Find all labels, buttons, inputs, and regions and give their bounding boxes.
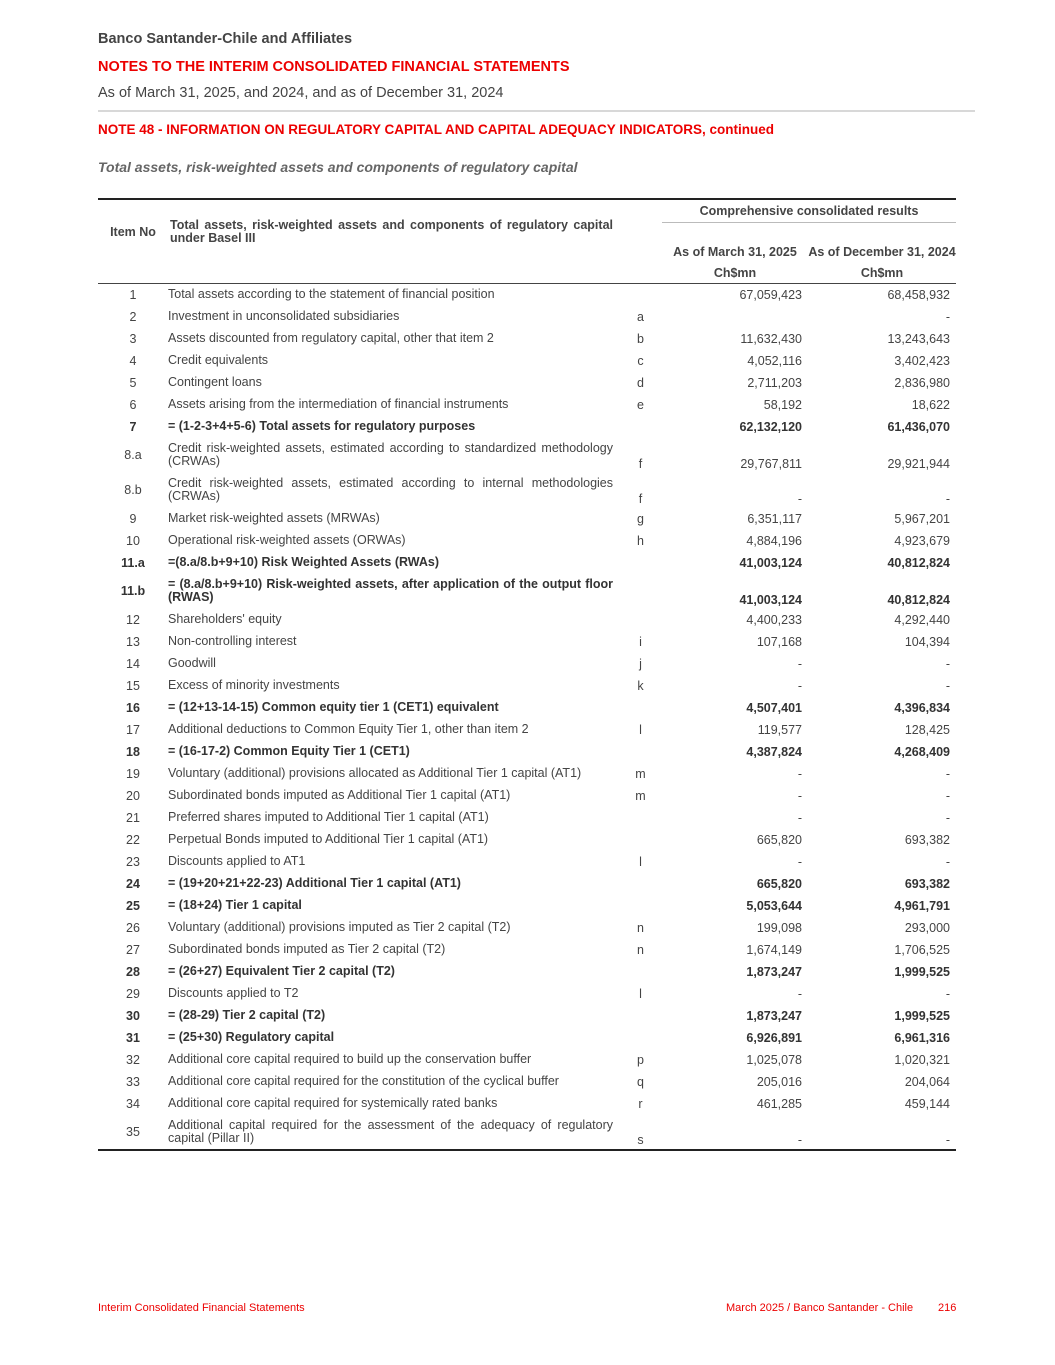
reference-letter: [619, 552, 662, 574]
value-march-2025: 1,873,247: [746, 1008, 802, 1023]
footer-left: Interim Consolidated Financial Statements: [98, 1302, 305, 1314]
value-dec-2024: -: [945, 986, 950, 1001]
table-row: [98, 609, 956, 631]
value-dec-2024: 40,812,824: [887, 592, 950, 607]
value-dec-2024: 40,812,824: [887, 555, 950, 570]
value-march-2025: 1,025,078: [746, 1052, 802, 1067]
value-march-2025: 4,387,824: [746, 744, 802, 759]
value-march-2025: 4,400,233: [746, 612, 802, 627]
table-row: [98, 675, 956, 697]
value-dec-2024: 18,622: [911, 397, 950, 412]
table-row: [98, 284, 956, 306]
unit-spacer: [619, 263, 662, 284]
item-no-header: Item No: [98, 199, 168, 263]
item-number: 28: [126, 964, 140, 979]
table-row: [98, 631, 956, 653]
value-march-2025: -: [797, 656, 802, 671]
value-dec-2024: 1,020,321: [894, 1052, 950, 1067]
reference-letter: [619, 1005, 662, 1027]
value-dec-2024: 2,836,980: [894, 375, 950, 390]
value-dec-2024: 693,382: [904, 832, 950, 847]
value-dec-2024: 13,243,643: [887, 331, 950, 346]
unit-spacer: [168, 263, 619, 284]
unit-header-1: Ch$mn: [662, 263, 808, 284]
table-row: [98, 1093, 956, 1115]
item-description: Non-controlling interest: [168, 634, 297, 648]
reference-letter: [619, 609, 662, 631]
reference-letter: j: [639, 656, 642, 671]
item-number: 6: [129, 397, 137, 412]
table-row: [98, 807, 956, 829]
reference-letter: [619, 829, 662, 851]
item-number: 26: [126, 920, 140, 935]
value-march-2025: 5,053,644: [746, 898, 802, 913]
reference-letter: k: [637, 678, 644, 693]
item-number: 31: [126, 1030, 140, 1045]
item-number: 8.b: [124, 483, 142, 497]
item-description: Credit risk-weighted assets, estimated according to standardized methodology (CRWAs): [168, 441, 613, 468]
table-row: [98, 961, 956, 983]
footer-right: March 2025 / Banco Santander - Chile: [726, 1302, 914, 1314]
value-march-2025: 6,926,891: [746, 1030, 802, 1045]
value-march-2025: 11,632,430: [740, 331, 802, 346]
value-march-2025: -: [797, 491, 802, 506]
item-description: = (12+13-14-15) Common equity tier 1 (CET1) equivalent: [168, 700, 499, 714]
item-number: 7: [129, 419, 137, 434]
item-description: Voluntary (additional) provisions allocated as Additional Tier 1 capital (AT1): [168, 766, 582, 780]
reference-letter: [619, 416, 662, 438]
table-row: [98, 1049, 956, 1071]
item-number: 34: [126, 1096, 140, 1111]
item-description: Perpetual Bonds imputed to Additional Tier 1 capital (AT1): [168, 832, 489, 846]
item-number: 11.b: [120, 584, 146, 598]
table-row: [98, 785, 956, 807]
as-of-date: As of March 31, 2025, and 2024, and as of December 31, 2024: [98, 85, 504, 101]
table-row: [98, 1071, 956, 1093]
value-dec-2024: -: [945, 810, 950, 825]
table-row: [98, 763, 956, 785]
reference-letter: l: [639, 722, 642, 737]
reference-letter: [619, 697, 662, 719]
table-row: [98, 394, 956, 416]
table-row: [98, 895, 956, 917]
table-row: [98, 1005, 956, 1027]
value-dec-2024: 204,064: [904, 1074, 950, 1089]
item-description: Additional core capital required for the constitution of the cyclical buffer: [168, 1074, 559, 1088]
value-march-2025: 67,059,423: [739, 287, 802, 302]
item-description: Voluntary (additional) provisions imputed as Tier 2 capital (T2): [168, 920, 511, 934]
value-march-2025: -: [797, 678, 802, 693]
reference-letter: [619, 284, 662, 306]
value-march-2025: -: [662, 1115, 808, 1150]
unit-header-2: Ch$mn: [808, 263, 956, 284]
item-description: Shareholders' equity: [168, 612, 282, 626]
value-march-2025: -: [797, 788, 802, 803]
table-row: [98, 328, 956, 350]
reference-letter: p: [637, 1052, 644, 1067]
item-number: 30: [126, 1008, 140, 1023]
table-row: [98, 829, 956, 851]
reference-letter: l: [639, 986, 642, 1001]
value-dec-2024: 29,921,944: [887, 456, 950, 471]
item-description: =(8.a/8.b+9+10) Risk Weighted Assets (RWAs): [168, 555, 440, 569]
reference-letter: n: [637, 920, 644, 935]
value-march-2025: 461,285: [756, 1096, 802, 1111]
item-number: 12: [126, 612, 140, 627]
item-number: 35: [98, 1115, 168, 1150]
reference-letter: r: [638, 1096, 643, 1111]
value-dec-2024: 1,706,525: [894, 942, 950, 957]
value-march-2025: 29,767,811: [740, 456, 802, 471]
value-march-2025: 2,711,203: [747, 375, 802, 390]
value-march-2025: 107,168: [756, 634, 802, 649]
item-number: 5: [129, 375, 137, 390]
reference-letter: [619, 1027, 662, 1049]
table-row: [98, 697, 956, 719]
value-march-2025: 4,507,401: [746, 700, 802, 715]
table-row: [98, 473, 956, 508]
item-description: Total assets according to the statement of financial position: [168, 287, 495, 302]
value-dec-2024: 4,961,791: [894, 898, 950, 913]
item-description: Discounts applied to T2: [168, 986, 299, 1000]
item-description: Investment in unconsolidated subsidiaries: [168, 309, 400, 323]
reference-letter: l: [639, 854, 642, 869]
item-description: = (19+20+21+22-23) Additional Tier 1 capital (AT1): [168, 876, 461, 890]
reference-letter: e: [637, 397, 644, 412]
reference-letter: s: [619, 1115, 662, 1150]
value-march-2025: 4,052,116: [747, 353, 802, 368]
value-march-2025: 58,192: [763, 397, 802, 412]
item-number: 24: [126, 876, 140, 891]
item-description: Subordinated bonds imputed as Tier 2 capital (T2): [168, 942, 446, 956]
value-march-2025: 1,674,149: [746, 942, 802, 957]
reference-letter: [619, 873, 662, 895]
item-number: 19: [126, 766, 140, 781]
table-subtitle: Total assets, risk-weighted assets and components of regulatory capital: [98, 159, 578, 175]
value-march-2025: 119,577: [757, 722, 802, 737]
item-description: Operational risk-weighted assets (ORWAs): [168, 533, 406, 547]
reference-letter: [619, 807, 662, 829]
table-row: [98, 939, 956, 961]
table-row: [98, 508, 956, 530]
value-dec-2024: -: [945, 766, 950, 781]
item-description: Discounts applied to AT1: [168, 854, 306, 868]
reference-letter: [619, 741, 662, 763]
table-row: [98, 917, 956, 939]
table-row: [98, 416, 956, 438]
table-row: [98, 1027, 956, 1049]
table-row: [98, 574, 956, 609]
item-number: 1: [129, 287, 137, 302]
reference-letter: q: [637, 1074, 644, 1089]
reference-letter: f: [638, 491, 643, 506]
value-march-2025: [662, 306, 808, 328]
item-description: = (16-17-2) Common Equity Tier 1 (CET1): [168, 744, 410, 758]
value-dec-2024: 6,961,316: [894, 1030, 950, 1045]
col-march-2025-header: As of March 31, 2025: [673, 245, 797, 259]
value-march-2025: -: [797, 766, 802, 781]
item-number: 16: [126, 700, 140, 715]
table-row: [98, 530, 956, 552]
value-march-2025: -: [797, 810, 802, 825]
item-description: = (25+30) Regulatory capital: [168, 1030, 335, 1044]
value-march-2025: 205,016: [756, 1074, 802, 1089]
value-dec-2024: 128,425: [904, 722, 950, 737]
value-dec-2024: 293,000: [904, 920, 950, 935]
table-row: [98, 719, 956, 741]
item-number: 23: [126, 854, 140, 869]
item-number: 21: [126, 810, 140, 825]
item-description: Additional deductions to Common Equity Tier 1, other than item 2: [168, 722, 529, 736]
item-description: = (1-2-3+4+5-6) Total assets for regulatory purposes: [168, 419, 476, 433]
value-dec-2024: 4,923,679: [894, 533, 950, 548]
company-name: Banco Santander-Chile and Affiliates: [98, 31, 353, 47]
item-description: Credit risk-weighted assets, estimated according to internal methodologies (CRWAs): [168, 476, 613, 503]
table-row: [98, 438, 956, 473]
item-description: = (8.a/8.b+9+10) Risk-weighted assets, after application of the output floor (RWAS): [168, 577, 613, 604]
value-dec-2024: -: [945, 309, 950, 324]
value-dec-2024: -: [945, 678, 950, 693]
value-march-2025: 41,003,124: [739, 592, 802, 607]
group-header: Comprehensive consolidated results: [662, 199, 956, 223]
header-divider: [98, 110, 975, 112]
reference-letter: g: [637, 511, 644, 526]
item-description: Preferred shares imputed to Additional Tier 1 capital (AT1): [168, 810, 489, 824]
table-row: [98, 741, 956, 763]
description-header: Total assets, risk-weighted assets and components of regulatory capital under Basel III: [168, 199, 619, 263]
note-title: NOTE 48 - INFORMATION ON REGULATORY CAPITAL AND CAPITAL ADEQUACY INDICATORS, continued: [98, 122, 775, 137]
value-march-2025: -: [797, 854, 802, 869]
value-march-2025: 4,884,196: [746, 533, 802, 548]
table-row: [98, 983, 956, 1005]
item-description: Subordinated bonds imputed as Additional Tier 1 capital (AT1): [168, 788, 511, 802]
value-march-2025: 62,132,120: [739, 419, 802, 434]
item-number: 29: [126, 986, 140, 1001]
item-number: 20: [126, 788, 140, 803]
table-row: [98, 552, 956, 574]
reference-letter: c: [637, 353, 644, 368]
item-description: = (18+24) Tier 1 capital: [168, 898, 302, 912]
reference-letter: m: [635, 788, 646, 803]
item-description: Credit equivalents: [168, 353, 269, 367]
item-number: 9: [129, 511, 137, 526]
value-march-2025: 199,098: [756, 920, 802, 935]
item-description: Assets arising from the intermediation of financial instruments: [168, 397, 509, 411]
notes-title: NOTES TO THE INTERIM CONSOLIDATED FINANCIAL STATEMENTS: [98, 59, 570, 75]
value-dec-2024: 104,394: [904, 634, 950, 649]
item-description: = (28-29) Tier 2 capital (T2): [168, 1008, 326, 1022]
value-march-2025: -: [797, 986, 802, 1001]
value-dec-2024: -: [945, 854, 950, 869]
item-number: 10: [126, 533, 140, 548]
value-dec-2024: 693,382: [904, 876, 950, 891]
item-number: 11.a: [121, 555, 145, 570]
item-description: Additional core capital required for systemically rated banks: [168, 1096, 498, 1110]
item-number: 8.a: [124, 448, 142, 462]
item-number: 33: [126, 1074, 140, 1089]
table-row: [98, 653, 956, 675]
item-description: Contingent loans: [168, 375, 262, 389]
table-row: [98, 306, 956, 328]
item-description: Assets discounted from regulatory capital, other that item 2: [168, 331, 494, 345]
item-description: Goodwill: [168, 656, 216, 670]
item-number: 15: [126, 678, 140, 693]
item-number: 14: [126, 656, 140, 671]
value-dec-2024: 68,458,932: [887, 287, 950, 302]
value-march-2025: 1,873,247: [746, 964, 802, 979]
value-dec-2024: 1,999,525: [894, 1008, 950, 1023]
reference-letter: m: [635, 766, 646, 781]
reference-letter: [619, 895, 662, 917]
item-description: = (26+27) Equivalent Tier 2 capital (T2): [168, 964, 395, 978]
value-dec-2024: 1,999,525: [894, 964, 950, 979]
ref-header: [619, 199, 662, 263]
value-dec-2024: 61,436,070: [887, 419, 950, 434]
value-dec-2024: 4,292,440: [894, 612, 950, 627]
reference-letter: f: [638, 456, 643, 471]
page-number: 216: [938, 1302, 957, 1314]
item-number: 27: [126, 942, 140, 957]
value-dec-2024: -: [945, 491, 950, 506]
item-number: 3: [129, 331, 137, 346]
value-march-2025: 665,820: [756, 876, 802, 891]
table-row: [98, 1115, 956, 1150]
item-number: 2: [129, 309, 137, 324]
value-dec-2024: 4,268,409: [894, 744, 950, 759]
table-row: [98, 350, 956, 372]
reference-letter: i: [639, 634, 642, 649]
reference-letter: n: [637, 942, 644, 957]
value-march-2025: 665,820: [756, 832, 802, 847]
reference-letter: h: [637, 533, 644, 548]
value-dec-2024: 4,396,834: [894, 700, 950, 715]
item-description: Excess of minority investments: [168, 678, 340, 692]
value-march-2025: 41,003,124: [739, 555, 802, 570]
table-row: [98, 851, 956, 873]
reference-letter: b: [637, 331, 644, 346]
value-dec-2024: -: [945, 656, 950, 671]
item-number: 13: [126, 634, 140, 649]
value-march-2025: 6,351,117: [747, 511, 802, 526]
item-number: 22: [126, 832, 140, 847]
regulatory-capital-table: [98, 198, 956, 1151]
reference-letter: [619, 961, 662, 983]
value-dec-2024: 3,402,423: [894, 353, 950, 368]
col-dec-2024-header: As of December 31, 2024: [808, 245, 956, 259]
reference-letter: d: [637, 375, 644, 390]
value-dec-2024: 459,144: [904, 1096, 950, 1111]
value-dec-2024: -: [945, 788, 950, 803]
item-description: Market risk-weighted assets (MRWAs): [168, 511, 380, 525]
table-row: [98, 372, 956, 394]
table-row: [98, 873, 956, 895]
item-description: Additional capital required for the assessment of the adequacy of regulatory capital (Pillar II): [168, 1115, 619, 1150]
item-number: 32: [126, 1052, 140, 1067]
item-number: 25: [126, 898, 140, 913]
unit-spacer: [98, 263, 168, 284]
value-dec-2024: 5,967,201: [894, 511, 950, 526]
reference-letter: a: [637, 309, 644, 324]
item-number: 4: [129, 353, 137, 368]
item-description: Additional core capital required to build up the conservation buffer: [168, 1052, 532, 1066]
value-dec-2024: -: [808, 1115, 956, 1150]
item-number: 17: [126, 722, 140, 737]
reference-letter: [619, 574, 662, 609]
item-number: 18: [126, 744, 140, 759]
